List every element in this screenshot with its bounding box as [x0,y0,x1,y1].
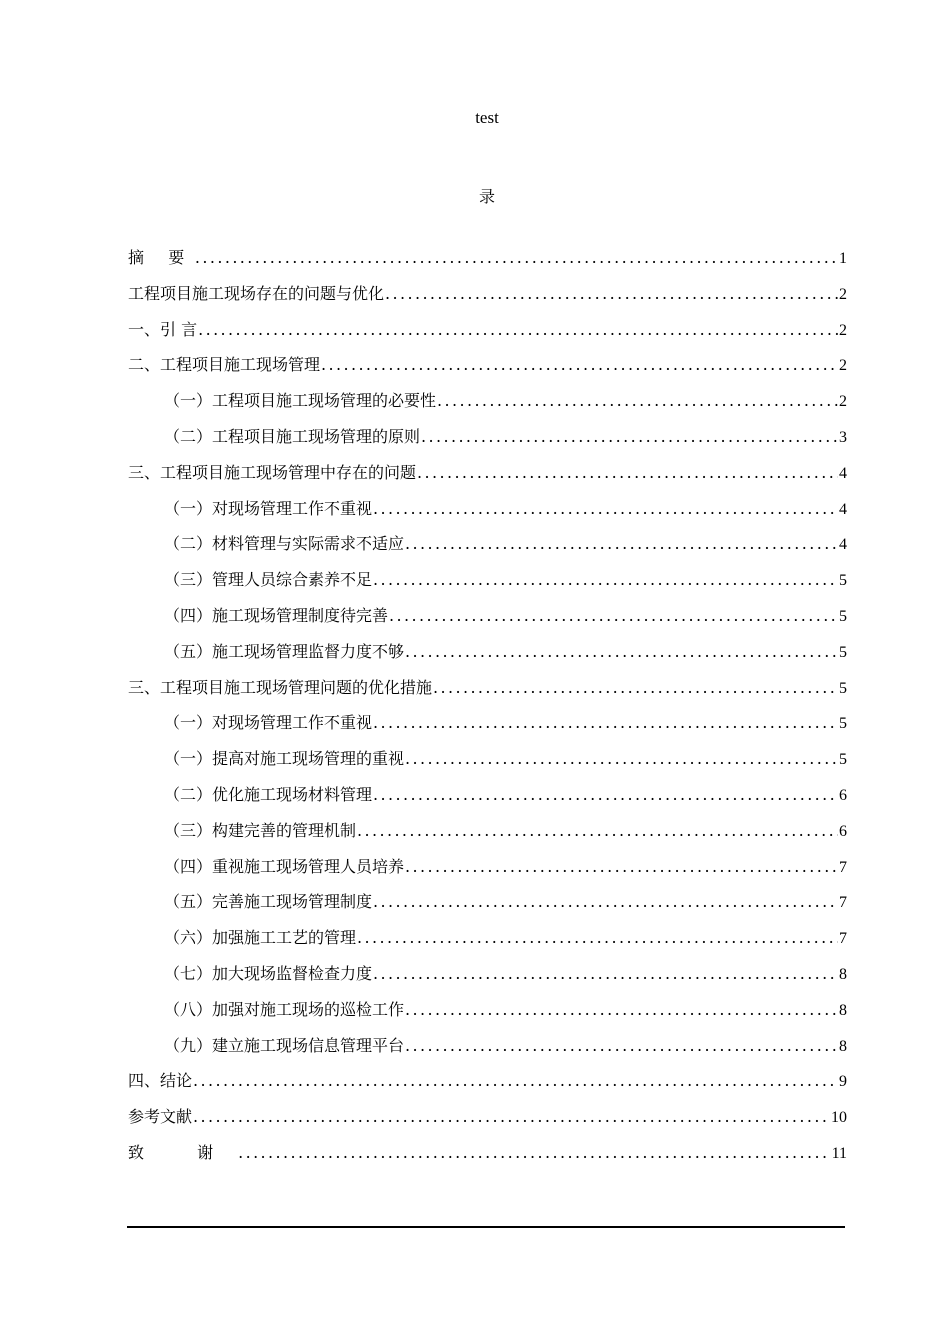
toc-entry-text: （一）对现场管理工作不重视 [164,498,373,518]
toc-entry-text: （八）加强对施工现场的巡检工作 [164,999,405,1019]
toc-entry[interactable] [128,455,847,491]
toc-entry[interactable] [128,920,847,956]
toc-entry-text: 二、工程项目施工现场管理 [128,355,321,375]
toc-entry[interactable] [128,347,847,383]
toc-entry[interactable] [128,777,847,813]
toc-entry-text: 致 谢 [128,1142,238,1162]
toc-leader-dots [405,849,838,885]
toc-entry-page-number: 2 [839,357,847,375]
toc-entry-page-number: 2 [839,393,847,411]
toc-entry[interactable] [128,1099,847,1135]
toc-leader-dots [437,383,838,419]
toc-entry-text: 参考文献 [128,1107,193,1127]
toc-entry-page-number: 4 [839,464,847,482]
toc-entry-page-number: 5 [839,643,847,661]
toc-leader-dots [421,419,838,455]
toc-entry[interactable] [128,526,847,562]
toc-title: 录 [478,187,495,206]
toc-leader-dots [405,741,838,777]
toc-leader-dots [373,562,838,598]
toc-leader-dots [373,491,838,527]
toc-entry-text: （五）完善施工现场管理制度 [164,892,373,912]
toc-entry-text: 三、工程项目施工现场管理问题的优化措施 [128,677,433,697]
toc-entry-text: （四）施工现场管理制度待完善 [164,605,389,625]
toc-entry[interactable] [128,419,847,455]
toc-entry[interactable] [128,992,847,1028]
toc-entry-page-number: 8 [839,1037,847,1055]
toc-leader-dots [193,1099,830,1135]
toc-entry[interactable] [128,562,847,598]
toc-entry-text: （二）工程项目施工现场管理的原则 [164,426,421,446]
toc-entry[interactable] [128,884,847,920]
toc-entry-text: 四、结论 [128,1071,193,1091]
toc-entry-page-number: 7 [839,930,847,948]
toc-entry-text: （一）对现场管理工作不重视 [164,713,373,733]
toc-entry-text: （二）材料管理与实际需求不适应 [164,534,405,554]
toc-entry-text: （一）提高对施工现场管理的重视 [164,749,405,769]
toc-leader-dots [373,884,838,920]
toc-entry-page-number: 5 [839,679,847,697]
toc-leader-dots [385,276,838,312]
toc-entry-text: （四）重视施工现场管理人员培养 [164,856,405,876]
toc-entry[interactable] [128,491,847,527]
toc-entry-page-number: 8 [839,1001,847,1019]
toc-leader-dots [373,956,838,992]
toc-entry-page-number: 5 [839,715,847,733]
toc-entry-page-number: 9 [839,1073,847,1091]
toc-entry-text: （二）优化施工现场材料管理 [164,784,373,804]
toc-leader-dots [389,598,838,634]
toc-entry-text: （一）工程项目施工现场管理的必要性 [164,391,437,411]
toc-entry-page-number: 6 [839,822,847,840]
toc-entry-page-number: 4 [839,536,847,554]
toc-leader-dots [405,992,838,1028]
toc-entry[interactable] [128,1063,847,1099]
toc-entry-page-number: 5 [839,607,847,625]
toc-leader-dots [238,1135,831,1171]
toc-entry-text: （三）构建完善的管理机制 [164,820,357,840]
toc-entry-text: 工程项目施工现场存在的问题与优化 [128,283,385,303]
toc-entry[interactable] [128,813,847,849]
toc-entry[interactable] [128,705,847,741]
toc-entry[interactable] [128,383,847,419]
toc-entry[interactable] [128,1135,847,1171]
toc-leader-dots [195,240,838,276]
toc-entry[interactable] [128,276,847,312]
toc-entry-text: （六）加强施工工艺的管理 [164,928,357,948]
table-of-contents [128,240,847,1171]
toc-entry[interactable] [128,1028,847,1064]
toc-leader-dots [417,455,838,491]
toc-entry[interactable] [128,741,847,777]
toc-entry[interactable] [128,312,847,348]
toc-leader-dots [373,777,838,813]
toc-leader-dots [405,526,838,562]
toc-entry-text: （九）建立施工现场信息管理平台 [164,1035,405,1055]
toc-entry[interactable] [128,956,847,992]
toc-entry-text: （三）管理人员综合素养不足 [164,570,373,590]
toc-leader-dots [433,670,838,706]
toc-entry-page-number: 11 [831,1144,847,1162]
page-header-text: test [475,108,499,127]
toc-entry-page-number: 3 [839,428,847,446]
toc-entry-page-number: 8 [839,965,847,983]
toc-leader-dots [357,813,838,849]
toc-leader-dots [193,1063,838,1099]
toc-entry-page-number: 2 [839,321,847,339]
toc-entry[interactable] [128,634,847,670]
toc-leader-dots [373,705,838,741]
toc-leader-dots [405,634,838,670]
toc-entry-page-number: 6 [839,786,847,804]
toc-entry-text: 一、引 言 [128,319,198,339]
toc-entry-text: （五）施工现场管理监督力度不够 [164,641,405,661]
toc-leader-dots [321,347,838,383]
toc-entry[interactable] [128,598,847,634]
toc-entry-page-number: 7 [839,894,847,912]
toc-entry-text: 摘 要 [128,248,194,267]
toc-entry[interactable] [128,670,847,706]
toc-entry-page-number: 5 [839,572,847,590]
toc-leader-dots [357,920,838,956]
toc-leader-dots [405,1028,838,1064]
toc-entry-page-number: 5 [839,751,847,769]
toc-entry-page-number: 2 [839,285,847,303]
toc-entry-text: 三、工程项目施工现场管理中存在的问题 [128,462,417,482]
toc-entry[interactable] [128,240,847,276]
toc-entry-page-number: 4 [839,500,847,518]
footer-divider [127,1226,845,1228]
toc-entry-page-number: 10 [831,1109,847,1127]
toc-entry-page-number: 7 [839,858,847,876]
toc-entry-text: （七）加大现场监督检查力度 [164,963,373,983]
toc-entry-page-number: 1 [839,250,847,267]
toc-entry[interactable] [128,849,847,885]
toc-leader-dots [198,312,838,348]
